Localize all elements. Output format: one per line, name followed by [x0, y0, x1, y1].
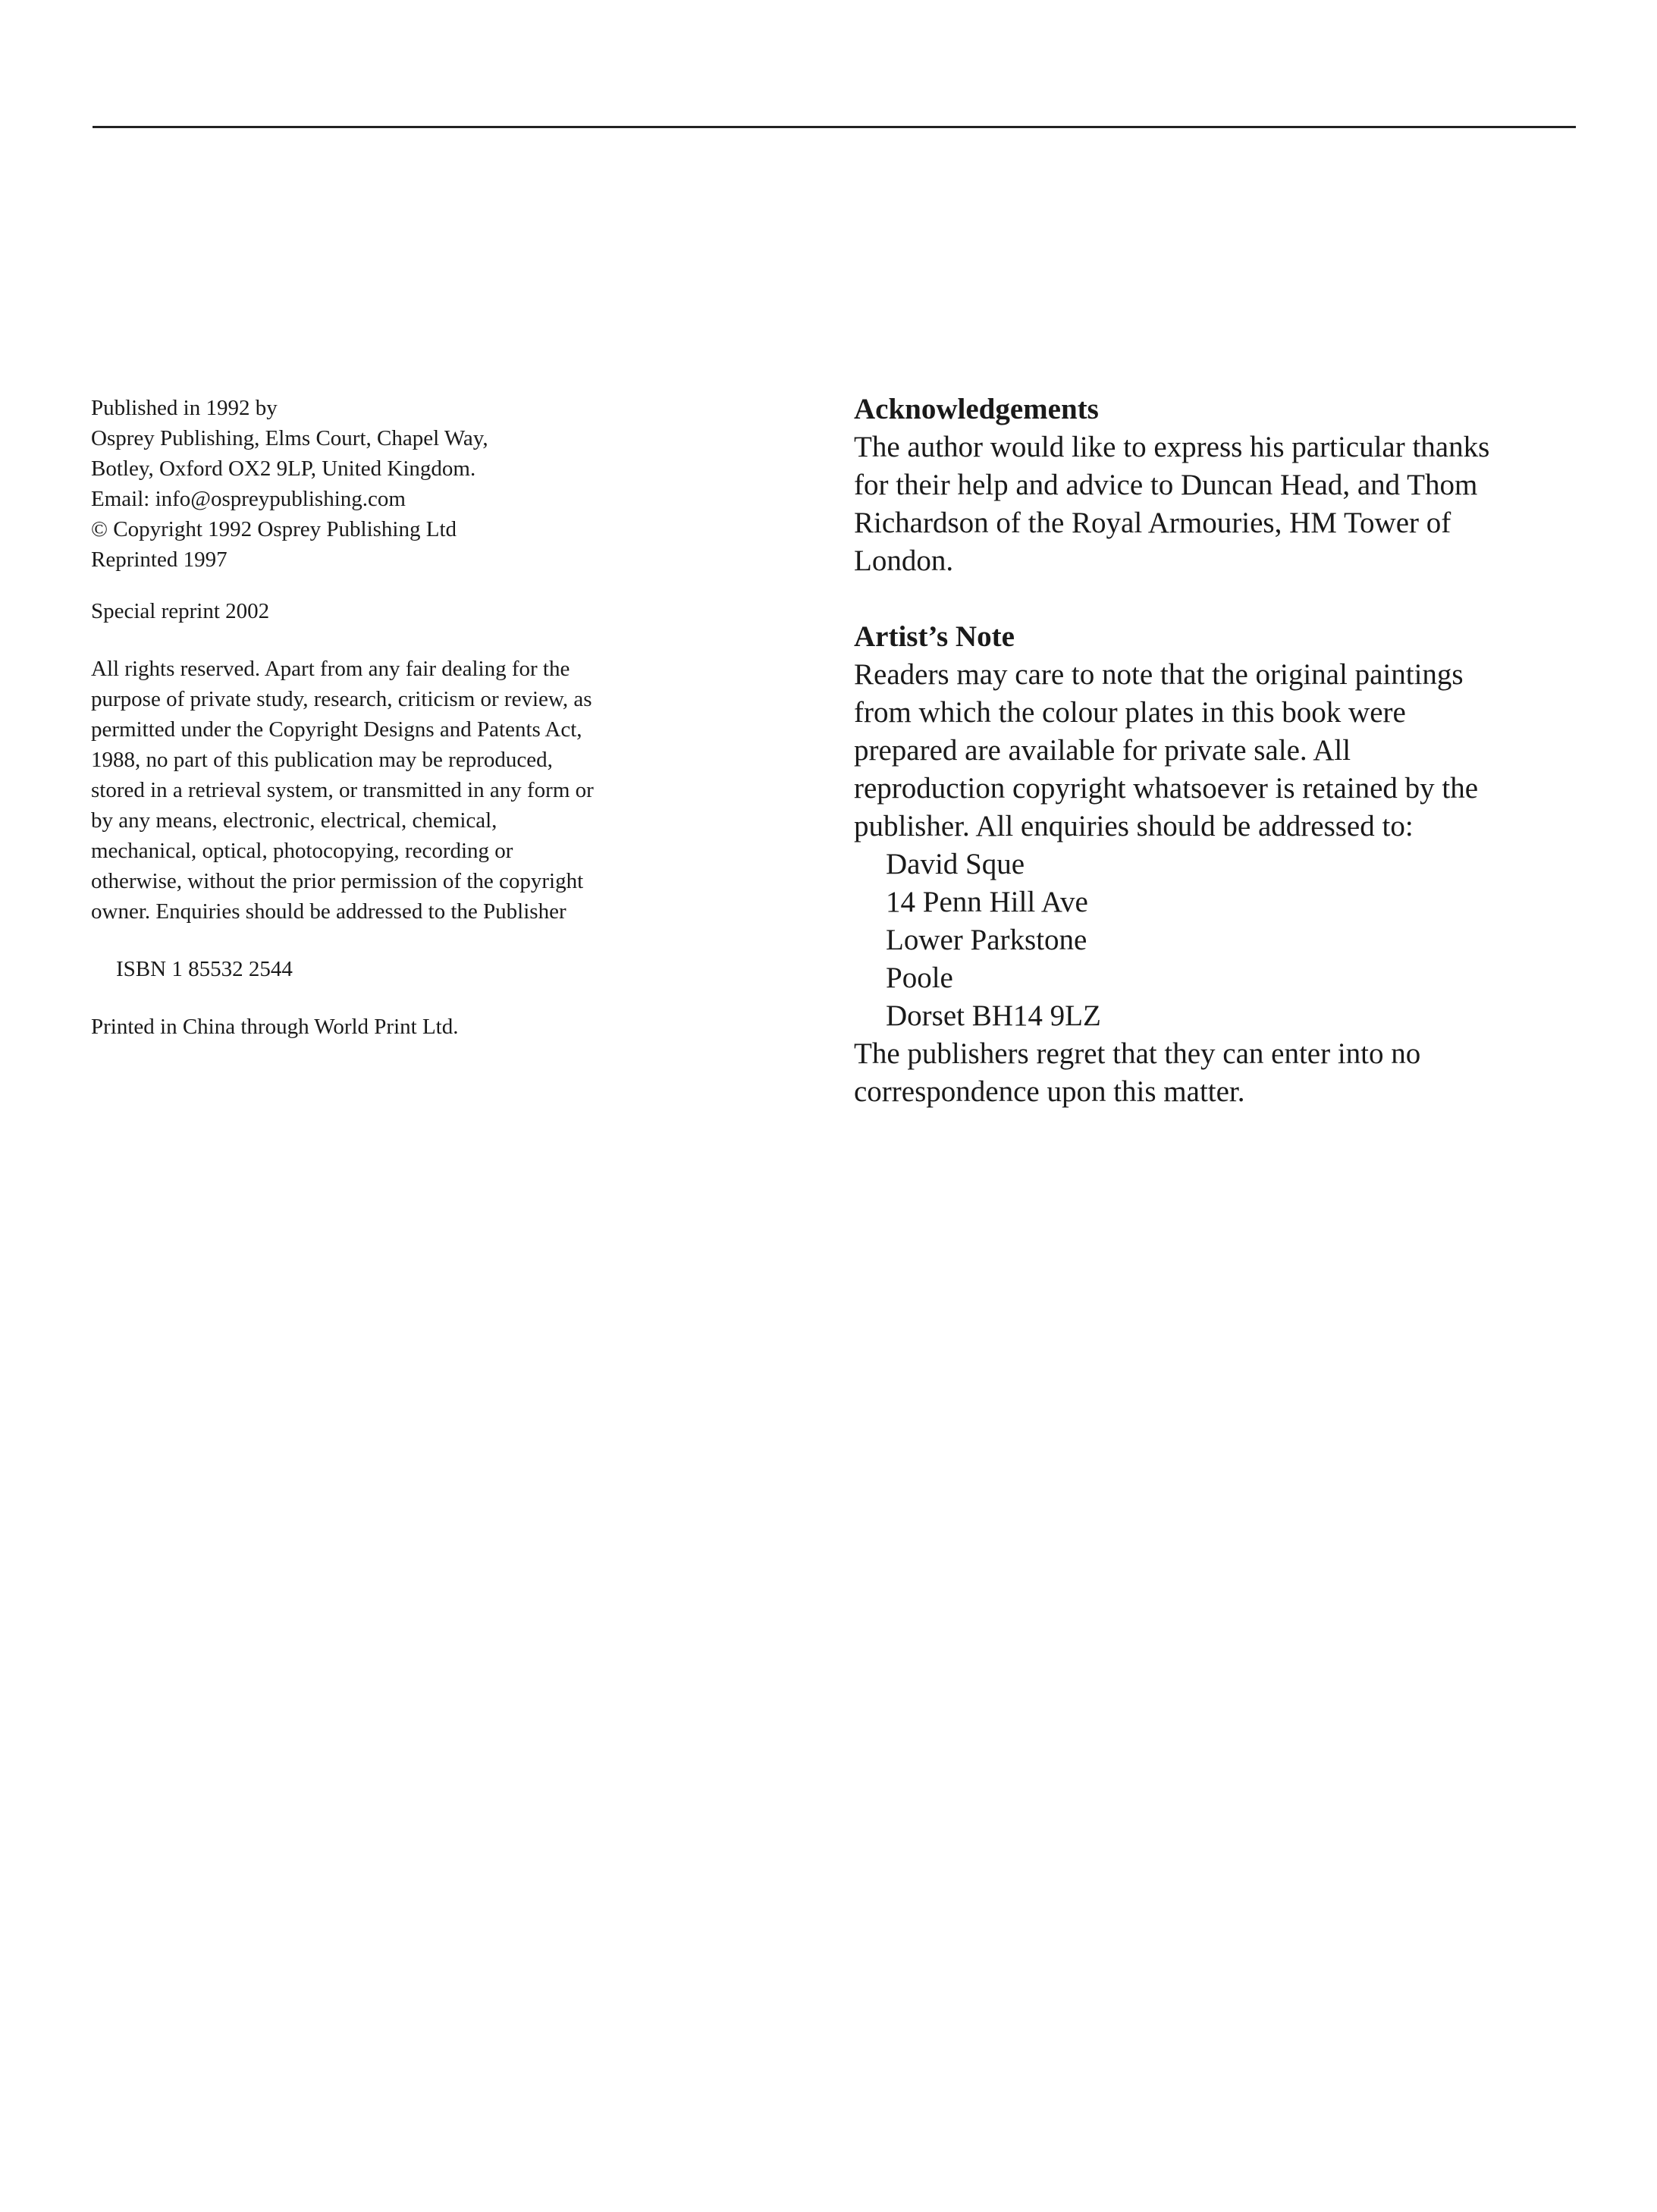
address-line: 14 Penn Hill Ave — [886, 886, 1088, 918]
publication-details — [91, 393, 698, 575]
closing-line: The publishers regret that they can enter into no — [854, 1037, 1421, 1070]
closing-line: correspondence upon this matter. — [854, 1075, 1245, 1108]
artists-note-line: Readers may care to note that the original paintings — [854, 658, 1464, 691]
artists-note-line: prepared are available for private sale. All — [854, 734, 1351, 767]
artist-address — [854, 846, 1597, 1035]
rights-notice — [91, 654, 698, 927]
address-line: David Sque — [886, 848, 1025, 880]
publisher-email-line: Email: info@ospreypublishing.com — [91, 487, 406, 511]
isbn-line: ISBN 1 85532 2544 — [116, 957, 293, 981]
acknowledgements-line: Richardson of the Royal Armouries, HM Tower of — [854, 507, 1451, 539]
artists-note-line: reproduction copyright whatsoever is retained by the — [854, 772, 1479, 805]
artists-note-line: from which the colour plates in this book were — [854, 696, 1406, 729]
notes-column — [854, 391, 1597, 1111]
rights-line: permitted under the Copyright Designs and Patents Act, — [91, 717, 582, 742]
address-line: Lower Parkstone — [886, 924, 1087, 956]
published-by-line: Published in 1992 by — [91, 396, 278, 420]
copyright-line: © Copyright 1992 Osprey Publishing Ltd — [91, 517, 457, 541]
artists-note-section — [854, 618, 1597, 1111]
publisher-address-line: Osprey Publishing, Elms Court, Chapel Way, — [91, 426, 488, 450]
special-reprint-line: Special reprint 2002 — [91, 599, 270, 623]
publisher-info-column — [91, 393, 698, 1042]
rights-line: 1988, no part of this publication may be reproduced, — [91, 748, 553, 772]
acknowledgements-heading: Acknowledgements — [854, 393, 1099, 425]
acknowledgements-line: for their help and advice to Duncan Head, and Thom — [854, 469, 1478, 501]
rights-line: purpose of private study, research, criticism or review, as — [91, 687, 592, 711]
rights-line: stored in a retrieval system, or transmitted in any form or — [91, 778, 594, 802]
publisher-city-line: Botley, Oxford OX2 9LP, United Kingdom. — [91, 457, 476, 481]
acknowledgements-line: London. — [854, 544, 954, 577]
address-line: Poole — [886, 962, 953, 994]
acknowledgements-section — [854, 391, 1597, 580]
printed-in-line: Printed in China through World Print Ltd. — [91, 1015, 459, 1039]
artists-note-line: publisher. All enquiries should be addressed to: — [854, 810, 1414, 842]
rights-line: All rights reserved. Apart from any fair dealing for the — [91, 657, 570, 681]
artists-note-heading: Artist’s Note — [854, 620, 1015, 653]
reprinted-line: Reprinted 1997 — [91, 548, 228, 572]
rights-line: by any means, electronic, electrical, chemical, — [91, 808, 497, 833]
acknowledgements-line: The author would like to express his particular thanks — [854, 431, 1490, 463]
rights-line: otherwise, without the prior permission of the copyright — [91, 869, 584, 893]
rights-line: mechanical, optical, photocopying, recording or — [91, 839, 513, 863]
rights-line: owner. Enquiries should be addressed to the Publisher — [91, 899, 566, 924]
address-line: Dorset BH14 9LZ — [886, 999, 1101, 1032]
top-rule — [93, 126, 1576, 128]
